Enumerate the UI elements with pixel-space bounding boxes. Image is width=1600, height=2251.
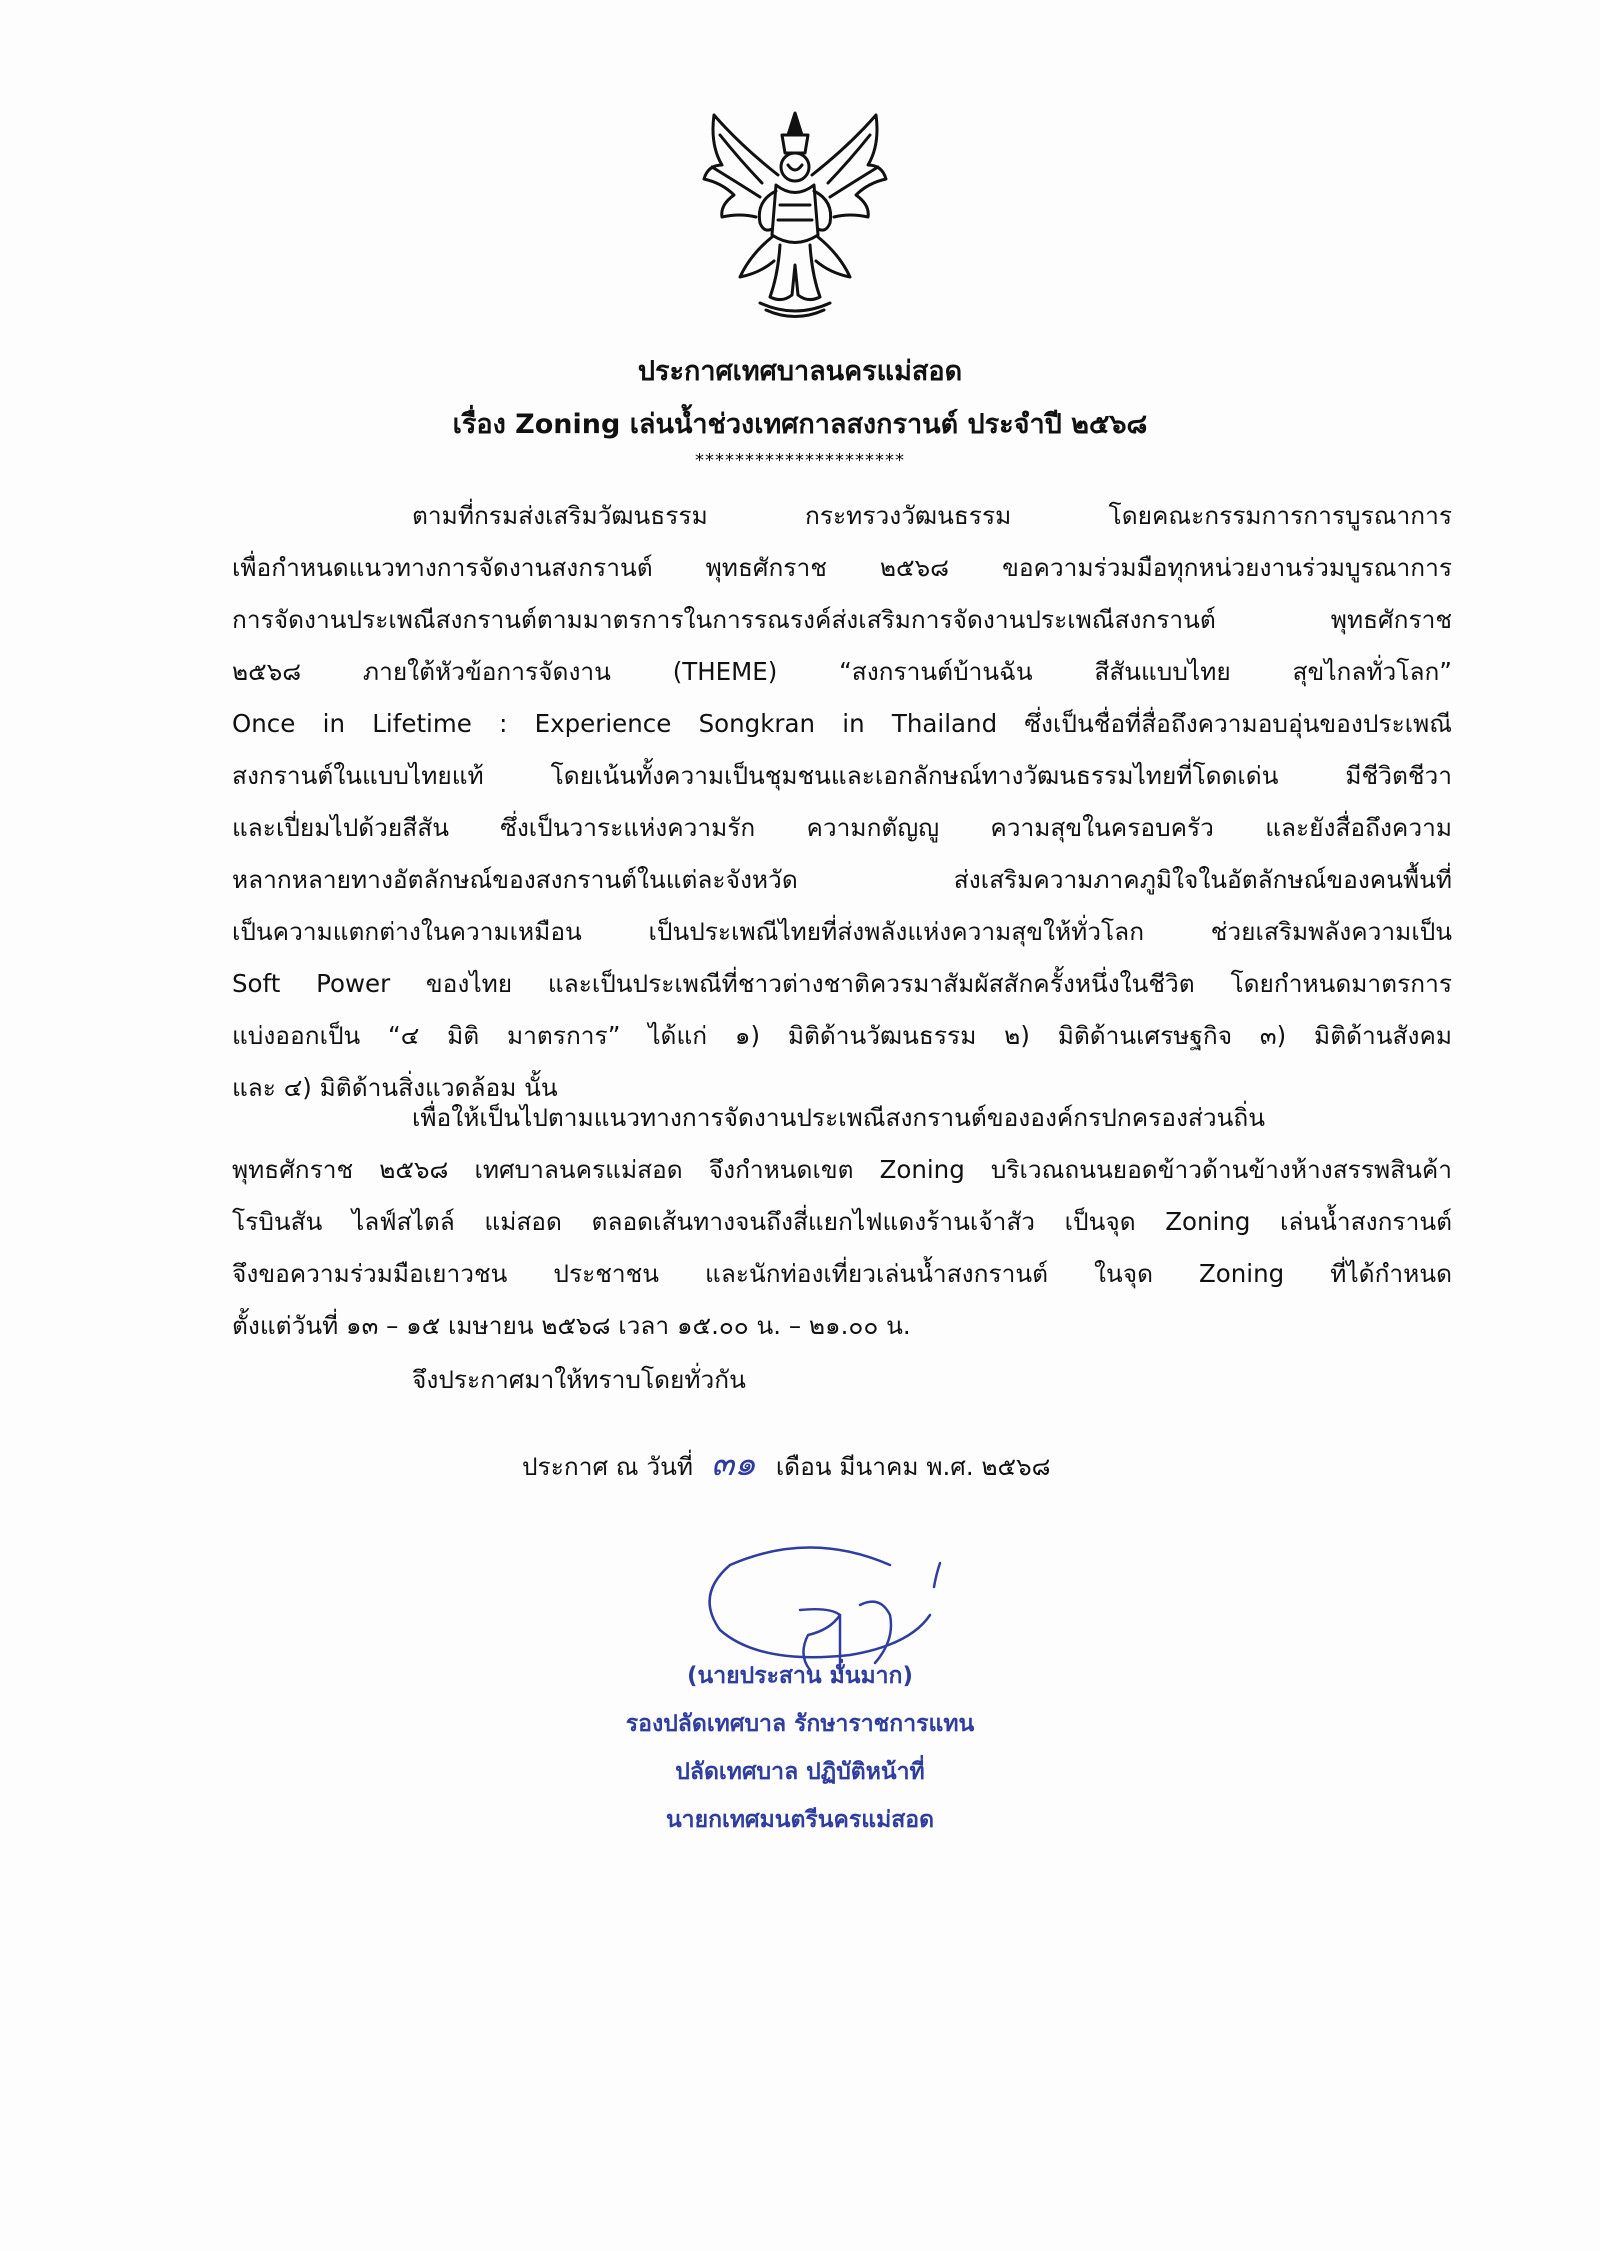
paragraph-background <box>232 490 1452 1114</box>
paragraph-line: จึงขอความร่วมมือเยาวชน ประชาชน และนักท่องเที่ยวเล่นน้ำสงกรานต์ ในจุด Zoning ที่ได้กำหนด <box>232 1259 1452 1288</box>
paragraph-line: หลากหลายทางอัตลักษณ์ของสงกรานต์ในแต่ละจังหวัด ส่งเสริมความภาคภูมิใจในอัตลักษณ์ของคนพื้นที่ <box>232 865 1452 894</box>
signer-title-acting: รองปลัดเทศบาล รักษาราชการแทน <box>625 1711 975 1737</box>
paragraph-line: เพื่อให้เป็นไปตามแนวทางการจัดงานประเพณีสงกรานต์ขององค์กรปกครองส่วนถิ่น <box>412 1103 1265 1132</box>
paragraph-zoning <box>232 1092 1452 1352</box>
paragraph-line: เป็นความแตกต่างในความเหมือน เป็นประเพณีไทยที่ส่งพลังแห่งความสุขให้ทั่วโลก ช่วยเสริมพลังความเป็น <box>232 917 1452 946</box>
garuda-emblem-icon <box>700 105 890 320</box>
date-prefix: ประกาศ ณ วันที่ <box>522 1452 693 1481</box>
date-suffix: เดือน มีนาคม พ.ศ. ๒๕๖๘ <box>775 1452 1051 1481</box>
announcement-issuer: ประกาศเทศบาลนครแม่สอด <box>637 356 963 387</box>
signer-name: (นายประสาน มั่นมาก) <box>686 1663 913 1689</box>
paragraph-line: สงกรานต์ในแบบไทยแท้ โดยเน้นทั้งความเป็นชุมชนและเอกลักษณ์ทางวัฒนธรรมไทยที่โดดเด่น มีชีวิตชีวา <box>232 761 1452 790</box>
paragraph-line: และ ๔) มิติด้านสิ่งแวดล้อม นั้น <box>232 1073 558 1102</box>
paragraph-line: Soft Power ของไทย และเป็นประเพณีที่ชาวต่างชาติควรมาสัมผัสสักครั้งหนึ่งในชีวิต โดยกำหนดมาตรการ <box>232 969 1452 998</box>
announcement-subject: เรื่อง Zoning เล่นน้ำช่วงเทศกาลสงกรานต์ ประจำปี ๒๕๖๘ <box>452 409 1148 440</box>
paragraph-line: Once in Lifetime : Experience Songkran in Thailand ซึ่งเป็นชื่อที่สื่อถึงความอบอุ่นของประเพณี <box>232 709 1452 738</box>
paragraph-line: ตั้งแต่วันที่ ๑๓ – ๑๕ เมษายน ๒๕๖๘ เวลา ๑๕.๐๐ น. – ๒๑.๐๐ น. <box>232 1311 911 1340</box>
signer-title-mayor: นายกเทศมนตรีนครแม่สอด <box>665 1807 935 1833</box>
signer-title-duty: ปลัดเทศบาล ปฏิบัติหน้าที่ <box>675 1759 925 1785</box>
paragraph-line: ตามที่กรมส่งเสริมวัฒนธรรม กระทรวงวัฒนธรรม โดยคณะกรรมการการบูรณาการ <box>412 501 1452 530</box>
signatory-block <box>560 1652 1040 1844</box>
paragraph-line: แบ่งออกเป็น “๔ มิติ มาตรการ” ได้แก่ ๑) มิติด้านวัฒนธรรม ๒) มิติด้านเศรษฐกิจ ๓) มิติด้านสังคม <box>232 1021 1452 1050</box>
paragraph-line: พุทธศักราช ๒๕๖๘ เทศบาลนครแม่สอด จึงกำหนดเขต Zoning บริเวณถนนยอดข้าวด้านข้างห้างสรรพสินค้า <box>232 1155 1452 1184</box>
paragraph-line: การจัดงานประเพณีสงกรานต์ตามมาตรการในการรณรงค์ส่งเสริมการจัดงานประเพณีสงกรานต์ พุทธศักราช <box>232 605 1452 634</box>
closing-statement: จึงประกาศมาให้ทราบโดยทั่วกัน <box>412 1365 746 1394</box>
separator-line: ********************* <box>695 450 905 471</box>
paragraph-line: และเปี่ยมไปด้วยสีสัน ซึ่งเป็นวาระแห่งความรัก ความกตัญญู ความสุขในครอบครัว และยังสื่อถึงความ <box>232 813 1452 842</box>
paragraph-line: ๒๕๖๘ ภายใต้หัวข้อการจัดงาน (THEME) “สงกรานต์บ้านฉัน สีสันแบบไทย สุขไกลทั่วโลก” <box>232 657 1452 686</box>
paragraph-line: เพื่อกำหนดแนวทางการจัดงานสงกรานต์ พุทธศักราช ๒๕๖๘ ขอความร่วมมือทุกหน่วยงานร่วมบูรณาการ <box>232 553 1452 582</box>
date-day-handwritten: ๓๑ <box>710 1444 756 1484</box>
announcement-date <box>522 1438 1051 1493</box>
paragraph-line: โรบินสัน ไลฟ์สไตล์ แม่สอด ตลอดเส้นทางจนถึงสี่แยกไฟแดงร้านเจ้าสัว เป็นจุด Zoning เล่นน้ำสงกรานต์ <box>232 1207 1452 1236</box>
